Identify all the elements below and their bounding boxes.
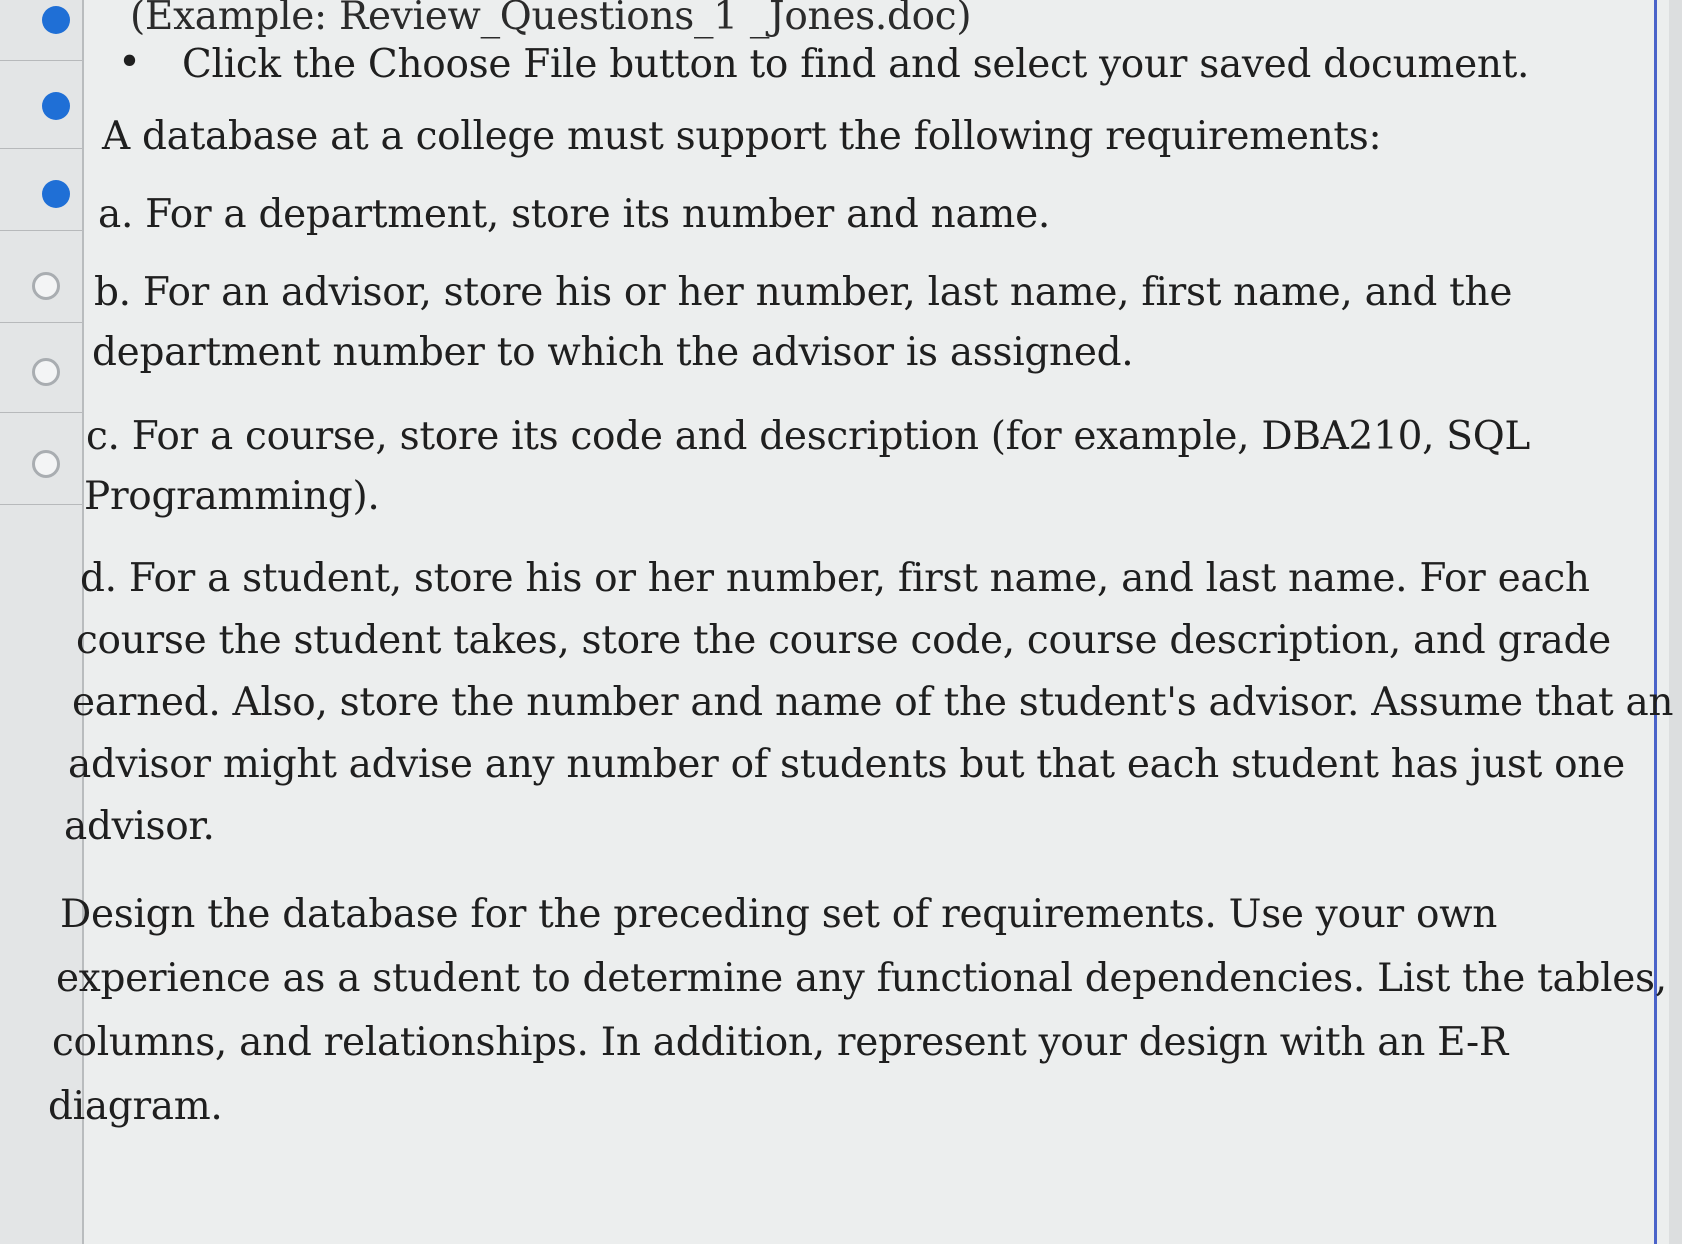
answered-question-marker[interactable]	[42, 180, 70, 208]
unanswered-question-marker[interactable]	[32, 272, 60, 300]
requirement-d-line-4: advisor might advise any number of students but that each student has just one	[68, 742, 1625, 787]
task-line-1: Design the database for the preceding set of requirements. Use your own	[60, 892, 1498, 937]
task-line-4: diagram.	[48, 1084, 223, 1129]
bullet-icon: •	[118, 40, 141, 85]
divider	[0, 148, 82, 149]
requirement-d-line-5: advisor.	[64, 804, 215, 849]
requirement-b-line-2: department number to which the advisor is assigned.	[92, 330, 1134, 375]
unanswered-question-marker[interactable]	[32, 450, 60, 478]
requirement-d-line-3: earned. Also, store the number and name of the student's advisor. Assume that an	[72, 680, 1674, 725]
requirement-c-line-2: Programming).	[84, 474, 380, 519]
divider	[0, 60, 82, 61]
requirement-d-line-1: d. For a student, store his or her number, first name, and last name. For each	[80, 556, 1590, 601]
answered-question-marker[interactable]	[42, 6, 70, 34]
divider	[0, 322, 82, 323]
divider	[0, 230, 82, 231]
requirement-d-line-2: course the student takes, store the course code, course description, and grade	[76, 618, 1611, 663]
intro-text: A database at a college must support the following requirements:	[102, 114, 1382, 159]
panel-edge	[1654, 0, 1657, 1244]
upload-instruction: Click the Choose File button to find and select your saved document.	[182, 42, 1530, 87]
divider	[0, 412, 82, 413]
divider	[0, 504, 82, 505]
question-content	[48, 0, 1674, 1244]
requirement-a: a. For a department, store its number and name.	[98, 192, 1050, 237]
requirement-c-line-1: c. For a course, store its code and description (for example, DBA210, SQL	[86, 414, 1530, 459]
requirement-b-line-1: b. For an advisor, store his or her number, last name, first name, and the	[94, 270, 1513, 315]
task-line-2: experience as a student to determine any functional dependencies. List the tables,	[56, 956, 1667, 1001]
answered-question-marker[interactable]	[42, 92, 70, 120]
unanswered-question-marker[interactable]	[32, 358, 60, 386]
task-line-3: columns, and relationships. In addition, represent your design with an E-R	[52, 1020, 1508, 1065]
example-filename: (Example: Review_Questions_1 _Jones.doc)	[130, 0, 972, 39]
